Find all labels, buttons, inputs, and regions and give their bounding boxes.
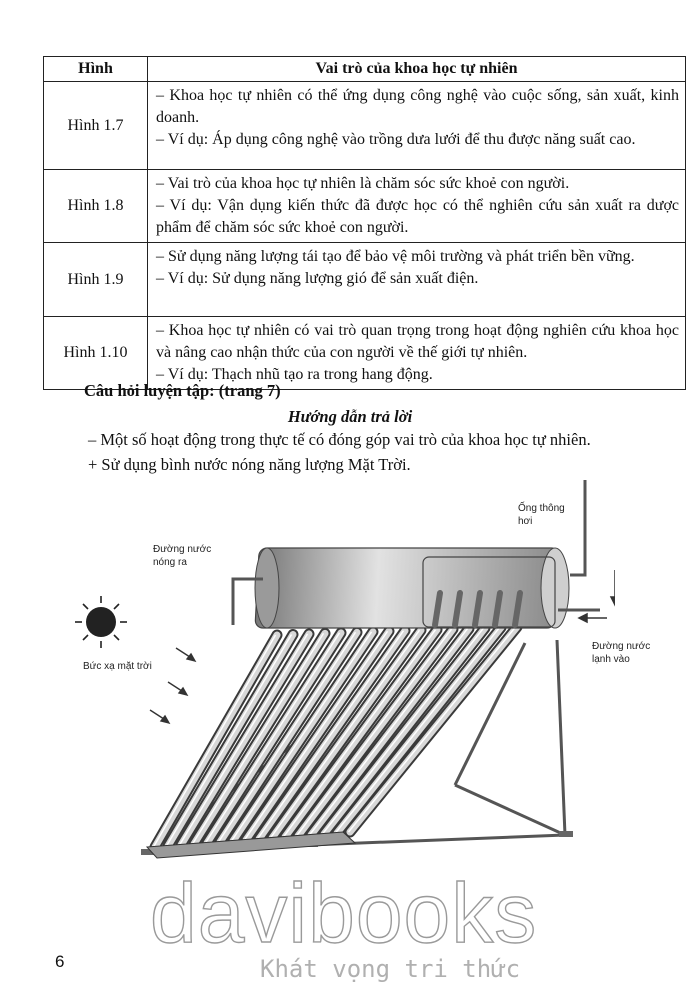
storage-tank (255, 548, 569, 628)
table-header-row (44, 57, 686, 82)
answer-paragraph: + Sử dụng bình nước nóng năng lượng Mặt Trời. (88, 455, 411, 474)
figure-cell: Hình 1.9 (44, 243, 148, 317)
figure-cell: Hình 1.7 (44, 82, 148, 170)
evacuated-tubes (154, 627, 518, 847)
label-cold-water-in: Đường nước lạnh vào (592, 641, 651, 665)
answer-guide-title: Hướng dẫn trả lời (287, 407, 413, 426)
role-line: – Ví dụ: Áp dụng công nghệ vào trồng dưa lưới để thu được năng suất cao. (156, 131, 636, 148)
role-line: – Ví dụ: Thạch nhũ tạo ra trong hang động. (156, 366, 433, 383)
answer-paragraph: – Một số hoạt động trong thực tế có đóng góp vai trò của khoa học tự nhiên. (88, 430, 591, 449)
page-number: 6 (55, 952, 65, 971)
brand-slogan: Khát vọng tri thức (260, 955, 521, 983)
role-cell (148, 243, 686, 317)
vent-pipe (570, 480, 585, 575)
role-line: – Khoa học tự nhiên có thể ứng dụng công nghệ vào cuộc sống, sản xuất, kinh doanh. (156, 87, 679, 126)
role-line: – Vai trò của khoa học tự nhiên là chăm sóc sức khoẻ con người. (156, 175, 570, 192)
brand-watermark: davibooks (150, 866, 538, 960)
table-row (44, 170, 686, 243)
label-hot-water-out: Đường nước nóng ra (153, 544, 212, 568)
role-line: – Sử dụng năng lượng tái tạo để bảo vệ môi trường và phát triển bền vững. (156, 248, 635, 265)
header-figure: Hình (44, 57, 148, 82)
figure-cell: Hình 1.8 (44, 170, 148, 243)
solar-water-heater-illustration (55, 475, 615, 875)
header-role: Vai trò của khoa học tự nhiên (148, 57, 686, 82)
figure-cell: Hình 1.10 (44, 317, 148, 390)
table-row (44, 317, 686, 390)
role-cell (148, 170, 686, 243)
sun-icon (75, 596, 127, 648)
science-roles-table (43, 56, 686, 390)
role-line: – Ví dụ: Sử dụng năng lượng gió để sản xuất điện. (156, 270, 479, 287)
flow-arrows (579, 570, 615, 622)
role-cell (148, 82, 686, 170)
practice-question-title: Câu hỏi luyện tập: (trang 7) (84, 381, 281, 400)
label-vent-pipe: Ống thông hơi (518, 503, 565, 527)
table-row (44, 82, 686, 170)
role-cell (148, 317, 686, 390)
role-line: – Ví dụ: Vận dụng kiến thức đã được học có thể nghiên cứu sản xuất ra dược phẩm để chăm sóc sức khoẻ con người. (156, 197, 679, 236)
role-line: – Khoa học tự nhiên có vai trò quan trọng trong hoạt động nghiên cứu khoa học và nâng cao nhận thức của con người về thế giới tự nhiên. (156, 322, 679, 361)
label-solar-radiation: Bức xạ mặt trời (83, 661, 152, 672)
table-row (44, 243, 686, 317)
